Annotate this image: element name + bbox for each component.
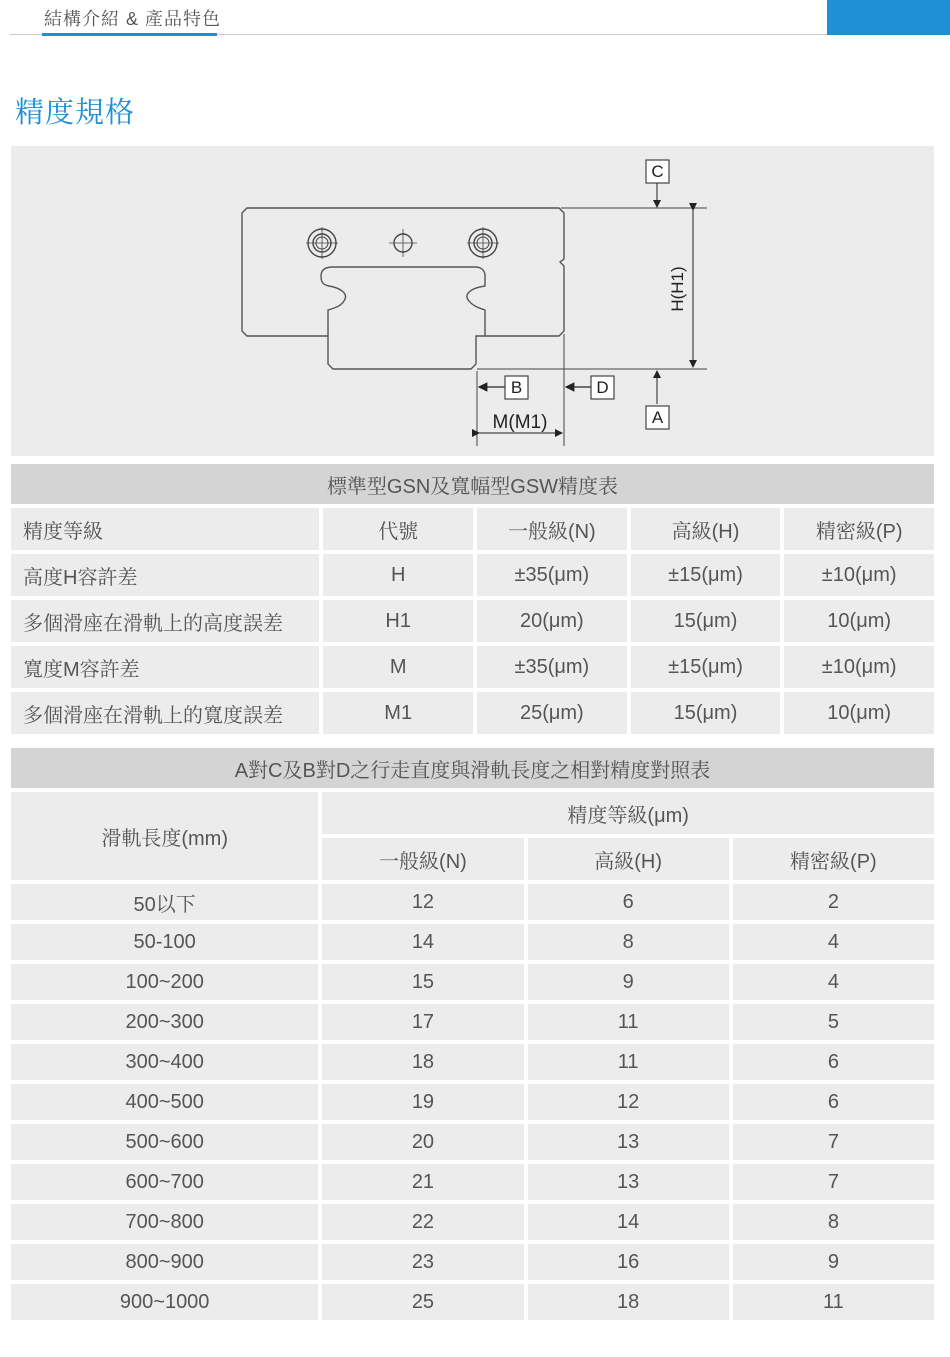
table-cell: 2 bbox=[733, 884, 934, 920]
table-cell: 9 bbox=[733, 1244, 934, 1280]
table-header-cell: 精密級(P) bbox=[784, 508, 934, 550]
table-cell: ±10(μm) bbox=[784, 554, 934, 596]
table-cell: 11 bbox=[733, 1284, 934, 1320]
table-row bbox=[11, 692, 934, 734]
table-cell: 18 bbox=[528, 1284, 729, 1320]
top-bar bbox=[0, 0, 950, 38]
table-cell: 多個滑座在滑軌上的寬度誤差 bbox=[11, 692, 319, 734]
header-accent-block bbox=[827, 0, 950, 35]
table-cell: 12 bbox=[322, 884, 523, 920]
table-cell: 900~1000 bbox=[11, 1284, 318, 1320]
table-cell: 9 bbox=[528, 964, 729, 1000]
table-cell: H bbox=[323, 554, 473, 596]
block-dimension-drawing bbox=[11, 146, 934, 456]
page-title: 精度規格 bbox=[15, 97, 136, 129]
table-cell: 50以下 bbox=[11, 884, 318, 920]
table-cell: 21 bbox=[322, 1164, 523, 1200]
table-cell: ±15(μm) bbox=[631, 554, 781, 596]
accuracy-table bbox=[7, 460, 938, 738]
table-header-cell: 代號 bbox=[323, 508, 473, 550]
breadcrumb-underline bbox=[42, 33, 217, 36]
table-cell: 高度H容許差 bbox=[11, 554, 319, 596]
table-row bbox=[11, 1284, 934, 1320]
label-b: B bbox=[510, 378, 523, 397]
table-cell: 18 bbox=[322, 1044, 523, 1080]
straightness-table bbox=[7, 744, 938, 1324]
table-header-cell: 精密級(P) bbox=[733, 838, 934, 880]
table-cell: 6 bbox=[528, 884, 729, 920]
table-header-cell: 一般級(N) bbox=[322, 838, 523, 880]
table-cell: 12 bbox=[528, 1084, 729, 1120]
table-cell: 15(μm) bbox=[631, 692, 781, 734]
table-cell: 8 bbox=[528, 924, 729, 960]
straightness-table-caption: A對C及B對D之行走直度與滑軌長度之相對精度對照表 bbox=[11, 748, 934, 788]
table-cell: 5 bbox=[733, 1004, 934, 1040]
table-cell: 6 bbox=[733, 1084, 934, 1120]
table-cell: 14 bbox=[528, 1204, 729, 1240]
table-cell: 20 bbox=[322, 1124, 523, 1160]
table-header-cell: 高級(H) bbox=[631, 508, 781, 550]
table-row bbox=[11, 646, 934, 688]
table-row bbox=[11, 600, 934, 642]
table-cell: 23 bbox=[322, 1244, 523, 1280]
table-cell: H1 bbox=[323, 600, 473, 642]
table-row bbox=[11, 1004, 934, 1040]
table-cell: 400~500 bbox=[11, 1084, 318, 1120]
table-cell: 11 bbox=[528, 1004, 729, 1040]
table-cell: 多個滑座在滑軌上的高度誤差 bbox=[11, 600, 319, 642]
table-row bbox=[11, 1044, 934, 1080]
table-cell: 25 bbox=[322, 1284, 523, 1320]
table-cell: 8 bbox=[733, 1204, 934, 1240]
table-header-cell: 精度等級 bbox=[11, 508, 319, 550]
table-cell: 7 bbox=[733, 1164, 934, 1200]
breadcrumb[interactable]: 結構介紹 & 產品特色 bbox=[44, 9, 222, 29]
table-cell: M bbox=[323, 646, 473, 688]
table-cell: 100~200 bbox=[11, 964, 318, 1000]
table-row bbox=[11, 554, 934, 596]
table-cell: 14 bbox=[322, 924, 523, 960]
table-row bbox=[11, 924, 934, 960]
table-row bbox=[11, 1164, 934, 1200]
table-cell: 16 bbox=[528, 1244, 729, 1280]
table-row bbox=[11, 884, 934, 920]
table-cell: ±10(μm) bbox=[784, 646, 934, 688]
table-cell: 15(μm) bbox=[631, 600, 781, 642]
table-header-row bbox=[11, 508, 934, 550]
table-cell: 19 bbox=[322, 1084, 523, 1120]
table-cell: 11 bbox=[528, 1044, 729, 1080]
table-cell: 15 bbox=[322, 964, 523, 1000]
table-cell: 50-100 bbox=[11, 924, 318, 960]
table-cell: 200~300 bbox=[11, 1004, 318, 1040]
table-row bbox=[11, 1124, 934, 1160]
table-cell: 500~600 bbox=[11, 1124, 318, 1160]
table-cell: 4 bbox=[733, 964, 934, 1000]
table-cell: 800~900 bbox=[11, 1244, 318, 1280]
table-cell: 22 bbox=[322, 1204, 523, 1240]
table-cell: 600~700 bbox=[11, 1164, 318, 1200]
table-cell: 13 bbox=[528, 1124, 729, 1160]
label-c: C bbox=[651, 162, 664, 181]
table-cell: M1 bbox=[323, 692, 473, 734]
table-cell: ±15(μm) bbox=[631, 646, 781, 688]
table-row bbox=[11, 1204, 934, 1240]
accuracy-table-caption: 標準型GSN及寬幅型GSW精度表 bbox=[11, 464, 934, 504]
table-cell: 10(μm) bbox=[784, 692, 934, 734]
table-cell: ±35(μm) bbox=[477, 646, 627, 688]
table-cell: ±35(μm) bbox=[477, 554, 627, 596]
table-cell: 17 bbox=[322, 1004, 523, 1040]
table-cell: 寬度M容許差 bbox=[11, 646, 319, 688]
table-cell: 300~400 bbox=[11, 1044, 318, 1080]
table-cell: 13 bbox=[528, 1164, 729, 1200]
table-header-cell: 高級(H) bbox=[528, 838, 729, 880]
table-cell: 4 bbox=[733, 924, 934, 960]
table-cell: 6 bbox=[733, 1044, 934, 1080]
table-cell: 7 bbox=[733, 1124, 934, 1160]
label-d: D bbox=[596, 378, 609, 397]
table-header-cell: 一般級(N) bbox=[477, 508, 627, 550]
precision-diagram bbox=[11, 146, 934, 456]
table-header-row bbox=[11, 792, 934, 834]
label-h-h1: H(H1) bbox=[668, 266, 687, 312]
label-m-m1: M(M1) bbox=[492, 412, 548, 433]
table-row bbox=[11, 1084, 934, 1120]
length-header: 滑軌長度(mm) bbox=[11, 792, 318, 880]
table-cell: 20(μm) bbox=[477, 600, 627, 642]
table-row bbox=[11, 964, 934, 1000]
grade-header: 精度等級(μm) bbox=[322, 792, 934, 834]
table-cell: 10(μm) bbox=[784, 600, 934, 642]
table-row bbox=[11, 1244, 934, 1280]
label-a: A bbox=[651, 408, 664, 427]
table-cell: 700~800 bbox=[11, 1204, 318, 1240]
table-cell: 25(μm) bbox=[477, 692, 627, 734]
